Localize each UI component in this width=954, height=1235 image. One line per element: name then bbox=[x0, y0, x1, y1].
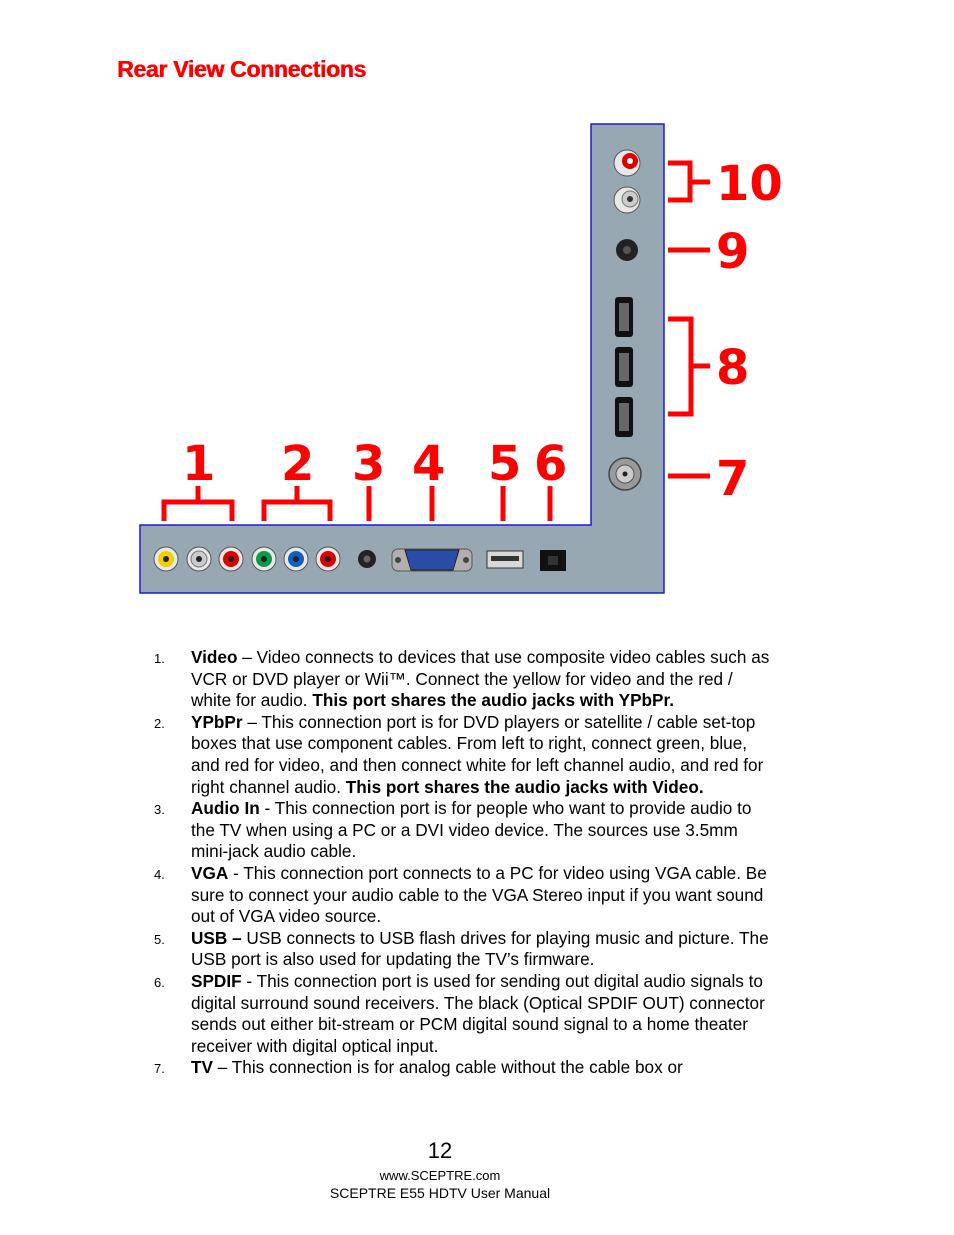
hdmi-port-3-icon bbox=[615, 397, 633, 437]
callout-8: 8 bbox=[716, 340, 750, 396]
audio-in-minijack-icon bbox=[358, 550, 376, 568]
rear-panel bbox=[140, 124, 664, 593]
callout-10: 10 bbox=[716, 156, 783, 212]
list-item: 4. VGA - This connection port connects to a PC for video using VGA cable. Be sure to connect your audio cable to the VGA Stereo input if you want sound out of VGA video source. bbox=[154, 862, 767, 927]
callout-1: 1 bbox=[182, 436, 216, 492]
component-red-jack-icon bbox=[316, 547, 340, 571]
list-item: 2. YPbPr – This connection port is for DVD players or satellite / cable set-top boxes that use component cables. From left to right, connect green, blue, and red for video, and then connect white for left channel audio, and red for right channel audio. This port shares the audio jacks with Video. bbox=[154, 711, 764, 797]
footer-website: www.SCEPTRE.com bbox=[379, 1168, 501, 1183]
component-green-jack-icon bbox=[252, 547, 276, 571]
spdif-optical-port-icon bbox=[540, 550, 566, 571]
usb-port-icon bbox=[487, 551, 523, 568]
callout-5: 5 bbox=[488, 436, 522, 492]
connection-list bbox=[154, 647, 774, 1079]
headphone-jack-icon bbox=[616, 239, 638, 261]
list-item: 1. Video – Video connects to devices that use composite video cables such as VCR or DVD player or Wii™. Connect the yellow for video and the red / white for audio. This port shares the audio jacks with YPbPr. bbox=[154, 647, 770, 711]
callout-4: 4 bbox=[412, 436, 446, 492]
page-title: Rear View Connections bbox=[117, 56, 366, 82]
list-item: 7. TV – This connection is for analog cable without the cable box or bbox=[154, 1057, 683, 1078]
callout-9: 9 bbox=[716, 224, 750, 280]
list-item: 3. Audio In - This connection port is for people who want to provide audio to the TV when using a PC or a DVI video device. The sources use 3.5mm mini-jack audio cable. bbox=[154, 798, 752, 862]
callout-2: 2 bbox=[281, 436, 315, 492]
page-number: 12 bbox=[427, 1138, 453, 1163]
coax-tv-jack-icon bbox=[609, 458, 641, 490]
audio-white-jack-icon bbox=[187, 547, 211, 571]
vga-port-icon bbox=[392, 549, 472, 571]
callout-3: 3 bbox=[352, 436, 386, 492]
hdmi-port-2-icon bbox=[615, 347, 633, 387]
footer-manual-title: SCEPTRE E55 HDTV User Manual bbox=[329, 1185, 551, 1201]
audio-red-jack-icon bbox=[219, 547, 243, 571]
audio-out-white-jack-icon bbox=[614, 187, 640, 213]
callout-6: 6 bbox=[534, 436, 568, 492]
list-item: 6. SPDIF - This connection port is used for sending out digital audio signals to digital surround sound receivers. The black (Optical SPDIF OUT) connector sends out either bit-stream or PCM digital sound signal to a home theater receiver with digital optical input. bbox=[154, 970, 765, 1056]
component-blue-jack-icon bbox=[284, 547, 308, 571]
composite-video-yellow-jack-icon bbox=[154, 547, 178, 571]
audio-out-red-jack-icon bbox=[614, 150, 640, 176]
list-item: 5. USB – USB connects to USB flash drives for playing music and picture. The USB port is also used for updating the TV’s firmware. bbox=[154, 927, 769, 970]
hdmi-port-1-icon bbox=[615, 297, 633, 337]
callout-7: 7 bbox=[716, 451, 750, 507]
